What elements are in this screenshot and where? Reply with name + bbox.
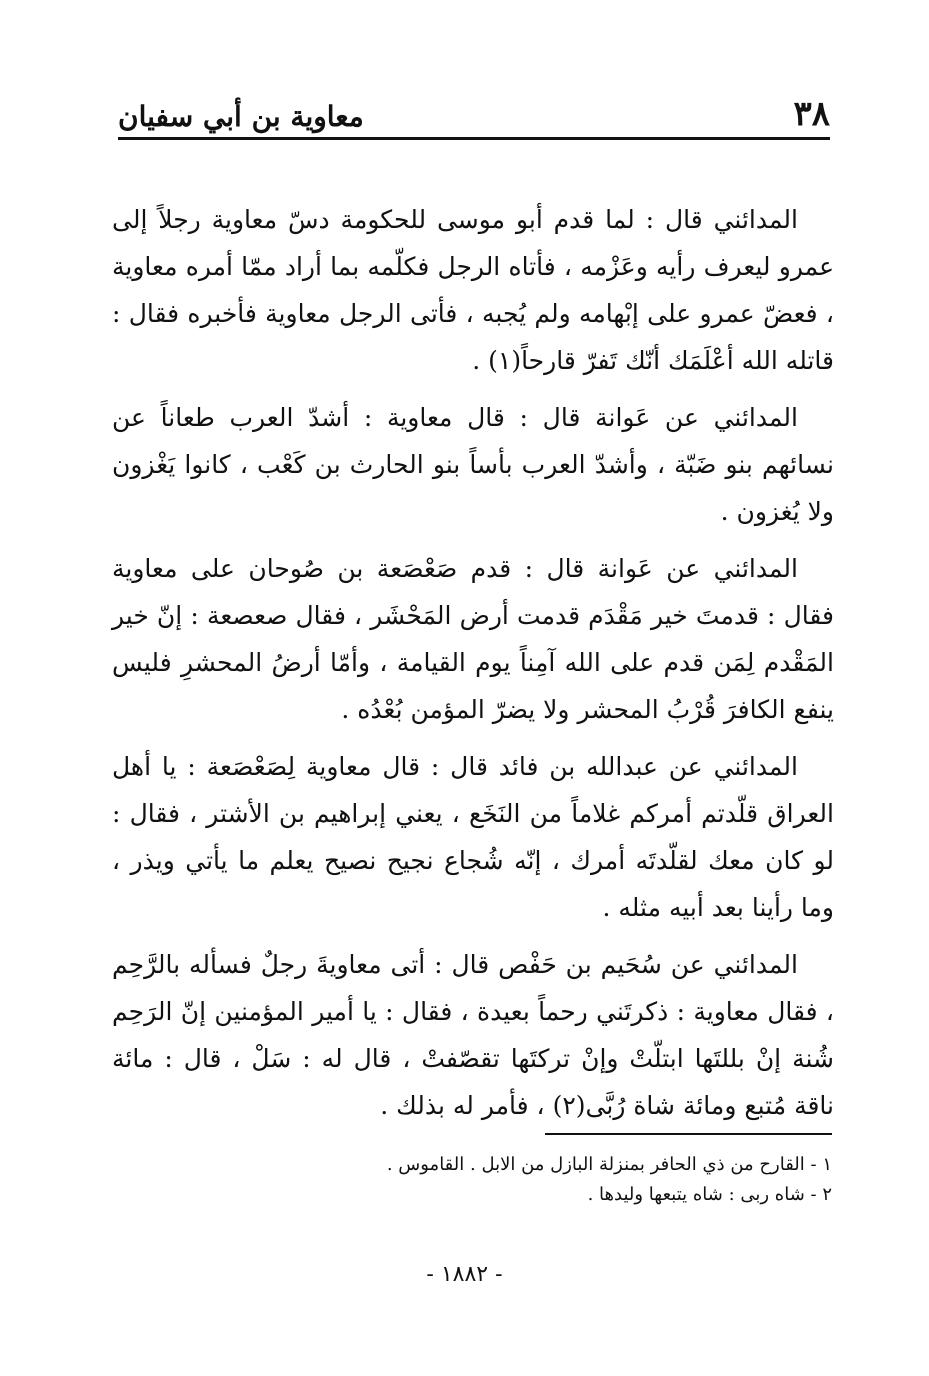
- page-number-bottom: - ١٨٨٢ -: [426, 1262, 503, 1287]
- running-header: [118, 88, 830, 140]
- body-text: [112, 196, 834, 1139]
- paragraph: المدائني عن سُحَيم بن حَفْص قال : أتى معاويةَ رجلٌ فسأله بالرَّحِم ، فقال معاوية : ذكرتَني رحماً بعيدة ، فقال : يا أمير المؤمنين إنّ الرَحِم شُنة إنْ بللتَها ابتلّتْ وإنْ تركتَها تقصّفتْ ، قال له : سَلْ ، قال : مائة ناقة مُتبع ومائة شاة رُبَّى(٢) ، فأمر له بذلك .: [112, 950, 834, 1120]
- paragraph: المدائني عن عَوانة قال : قدم صَعْصَعة بن صُوحان على معاوية فقال : قدمتَ خير مَقْدَم قدمت أرض المَحْشَر ، فقال صعصعة : إنّ خير المَقْدم لِمَن قدم على الله آمِناً يوم القيامة ، وأمّا أرضُ المحشرِ فليس ينفع الكافرَ قُرْبُ المحشر ولا يضرّ المؤمن بُعْدُه .: [112, 554, 834, 724]
- page-number-top: ٣٨: [793, 94, 830, 134]
- book-title: معاوية بن أبي سفيان: [118, 100, 364, 133]
- paragraph: المدائني عن عبدالله بن فائد قال : قال معاوية لِصَعْصَعة : يا أهل العراق قلّدتم أمركم غلاماً من النَخَع ، يعني إبراهيم بن الأشتر ، فقال : لو كان معك لقلّدتَه أمرك ، إنّه شُجاع نجيح نصيح يعلم ما يأتي ويذر ، وما رأينا بعد أبيه مثله .: [112, 752, 834, 922]
- footnote-divider: [545, 1133, 832, 1135]
- footnote: ١ - القارح من ذي الحافر بمنزلة البازل من الابل . القاموس .: [386, 1154, 832, 1175]
- footnotes: [300, 1150, 832, 1210]
- footnote: ٢ - شاه ربى : شاه يتبعها وليدها .: [587, 1184, 832, 1205]
- paragraph: المدائني عن عَوانة قال : قال معاوية : أشدّ العرب طعاناً عن نسائهم بنو ضَبّة ، وأشدّ العرب بأساً بنو الحارث بن كَعْب ، كانوا يَغْزون ولا يُغزون .: [112, 403, 835, 526]
- paragraph: المدائني قال : لما قدم أبو موسى للحكومة دسّ معاوية رجلاً إلى عمرو ليعرف رأيه وعَزْمه ، فأتاه الرجل فكلّمه بما أراد ممّا أمره معاوية ، فعضّ عمرو على إبْهامه ولم يُجبه ، فأتى الرجل معاوية فأخبره فقال : قاتله الله أعْلَمَك أنّك تَفرّ قارحاً(١) .: [112, 205, 834, 375]
